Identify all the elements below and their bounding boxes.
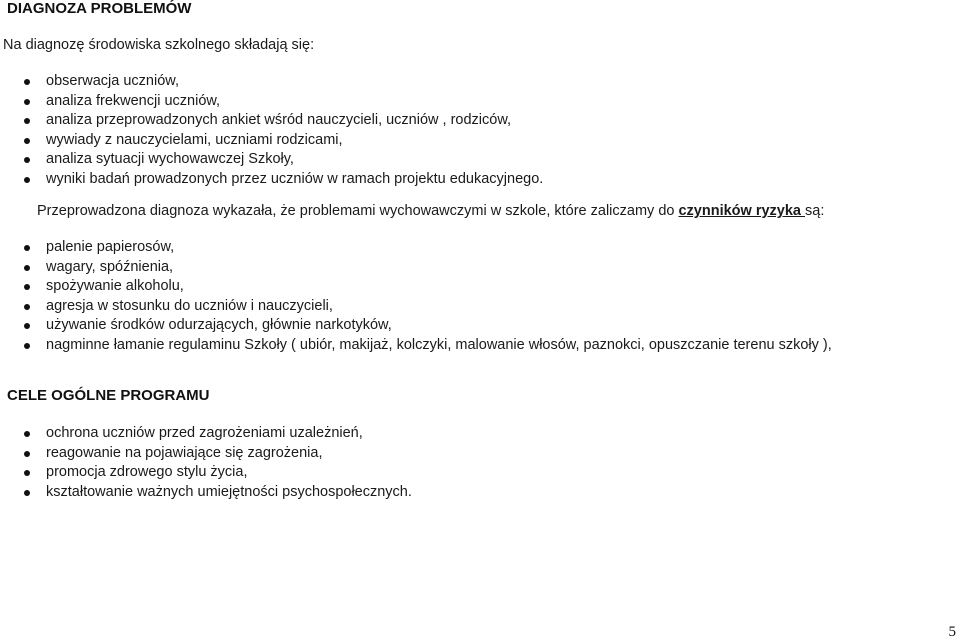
bullet-icon — [24, 343, 30, 349]
bullet-icon — [24, 157, 30, 163]
list-item: wagary, spóźnienia, — [46, 258, 832, 278]
list-item: wywiady z nauczycielami, uczniami rodzicami, — [46, 131, 543, 151]
list-item: analiza sytuacji wychowawczej Szkoły, — [46, 150, 543, 170]
list-item: analiza frekwencji uczniów, — [46, 92, 543, 112]
list-item: używanie środków odurzających, głównie narkotyków, — [46, 316, 832, 336]
section-title-cele: CELE OGÓLNE PROGRAMU — [7, 387, 210, 404]
program-goals-list — [46, 424, 412, 502]
bullet-icon — [24, 490, 30, 496]
bullet-icon — [24, 470, 30, 476]
bullet-icon — [24, 265, 30, 271]
bullet-icon — [24, 284, 30, 290]
list-item: spożywanie alkoholu, — [46, 277, 832, 297]
bullet-icon — [24, 79, 30, 85]
bullet-icon — [24, 99, 30, 105]
risk-factors-paragraph: Przeprowadzona diagnoza wykazała, że problemami wychowawczymi w szkole, które zaliczamy do czynników ryzyka są: — [37, 203, 825, 219]
section-intro: Na diagnozę środowiska szkolnego składają się: — [3, 37, 315, 53]
section-title-diagnoza: DIAGNOZA PROBLEMÓW — [7, 0, 192, 17]
list-item: agresja w stosunku do uczniów i nauczycieli, — [46, 297, 832, 317]
page-number: 5 — [948, 624, 956, 640]
list-item: nagminne łamanie regulaminu Szkoły ( ubiór, makijaż, kolczyki, malowanie włosów, paznokci, opuszczanie terenu szkoły ), — [46, 336, 832, 356]
bullet-icon — [24, 245, 30, 251]
risk-factors-keyword: czynników ryzyka — [678, 203, 801, 219]
list-item: analiza przeprowadzonych ankiet wśród nauczycieli, uczniów , rodziców, — [46, 111, 543, 131]
list-item: ochrona uczniów przed zagrożeniami uzależnień, — [46, 424, 412, 444]
list-item: reagowanie na pojawiające się zagrożenia, — [46, 444, 412, 464]
list-item: obserwacja uczniów, — [46, 72, 543, 92]
bullet-icon — [24, 177, 30, 183]
bullet-icon — [24, 451, 30, 457]
bullet-icon — [24, 304, 30, 310]
list-item: promocja zdrowego stylu życia, — [46, 463, 412, 483]
bullet-icon — [24, 138, 30, 144]
list-item: wyniki badań prowadzonych przez uczniów w ramach projektu edukacyjnego. — [46, 170, 543, 190]
bullet-icon — [24, 118, 30, 124]
risk-factors-list — [46, 238, 832, 355]
diagnosis-methods-list — [46, 72, 543, 189]
bullet-icon — [24, 431, 30, 437]
bullet-icon — [24, 323, 30, 329]
list-item: palenie papierosów, — [46, 238, 832, 258]
list-item: kształtowanie ważnych umiejętności psychospołecznych. — [46, 483, 412, 503]
